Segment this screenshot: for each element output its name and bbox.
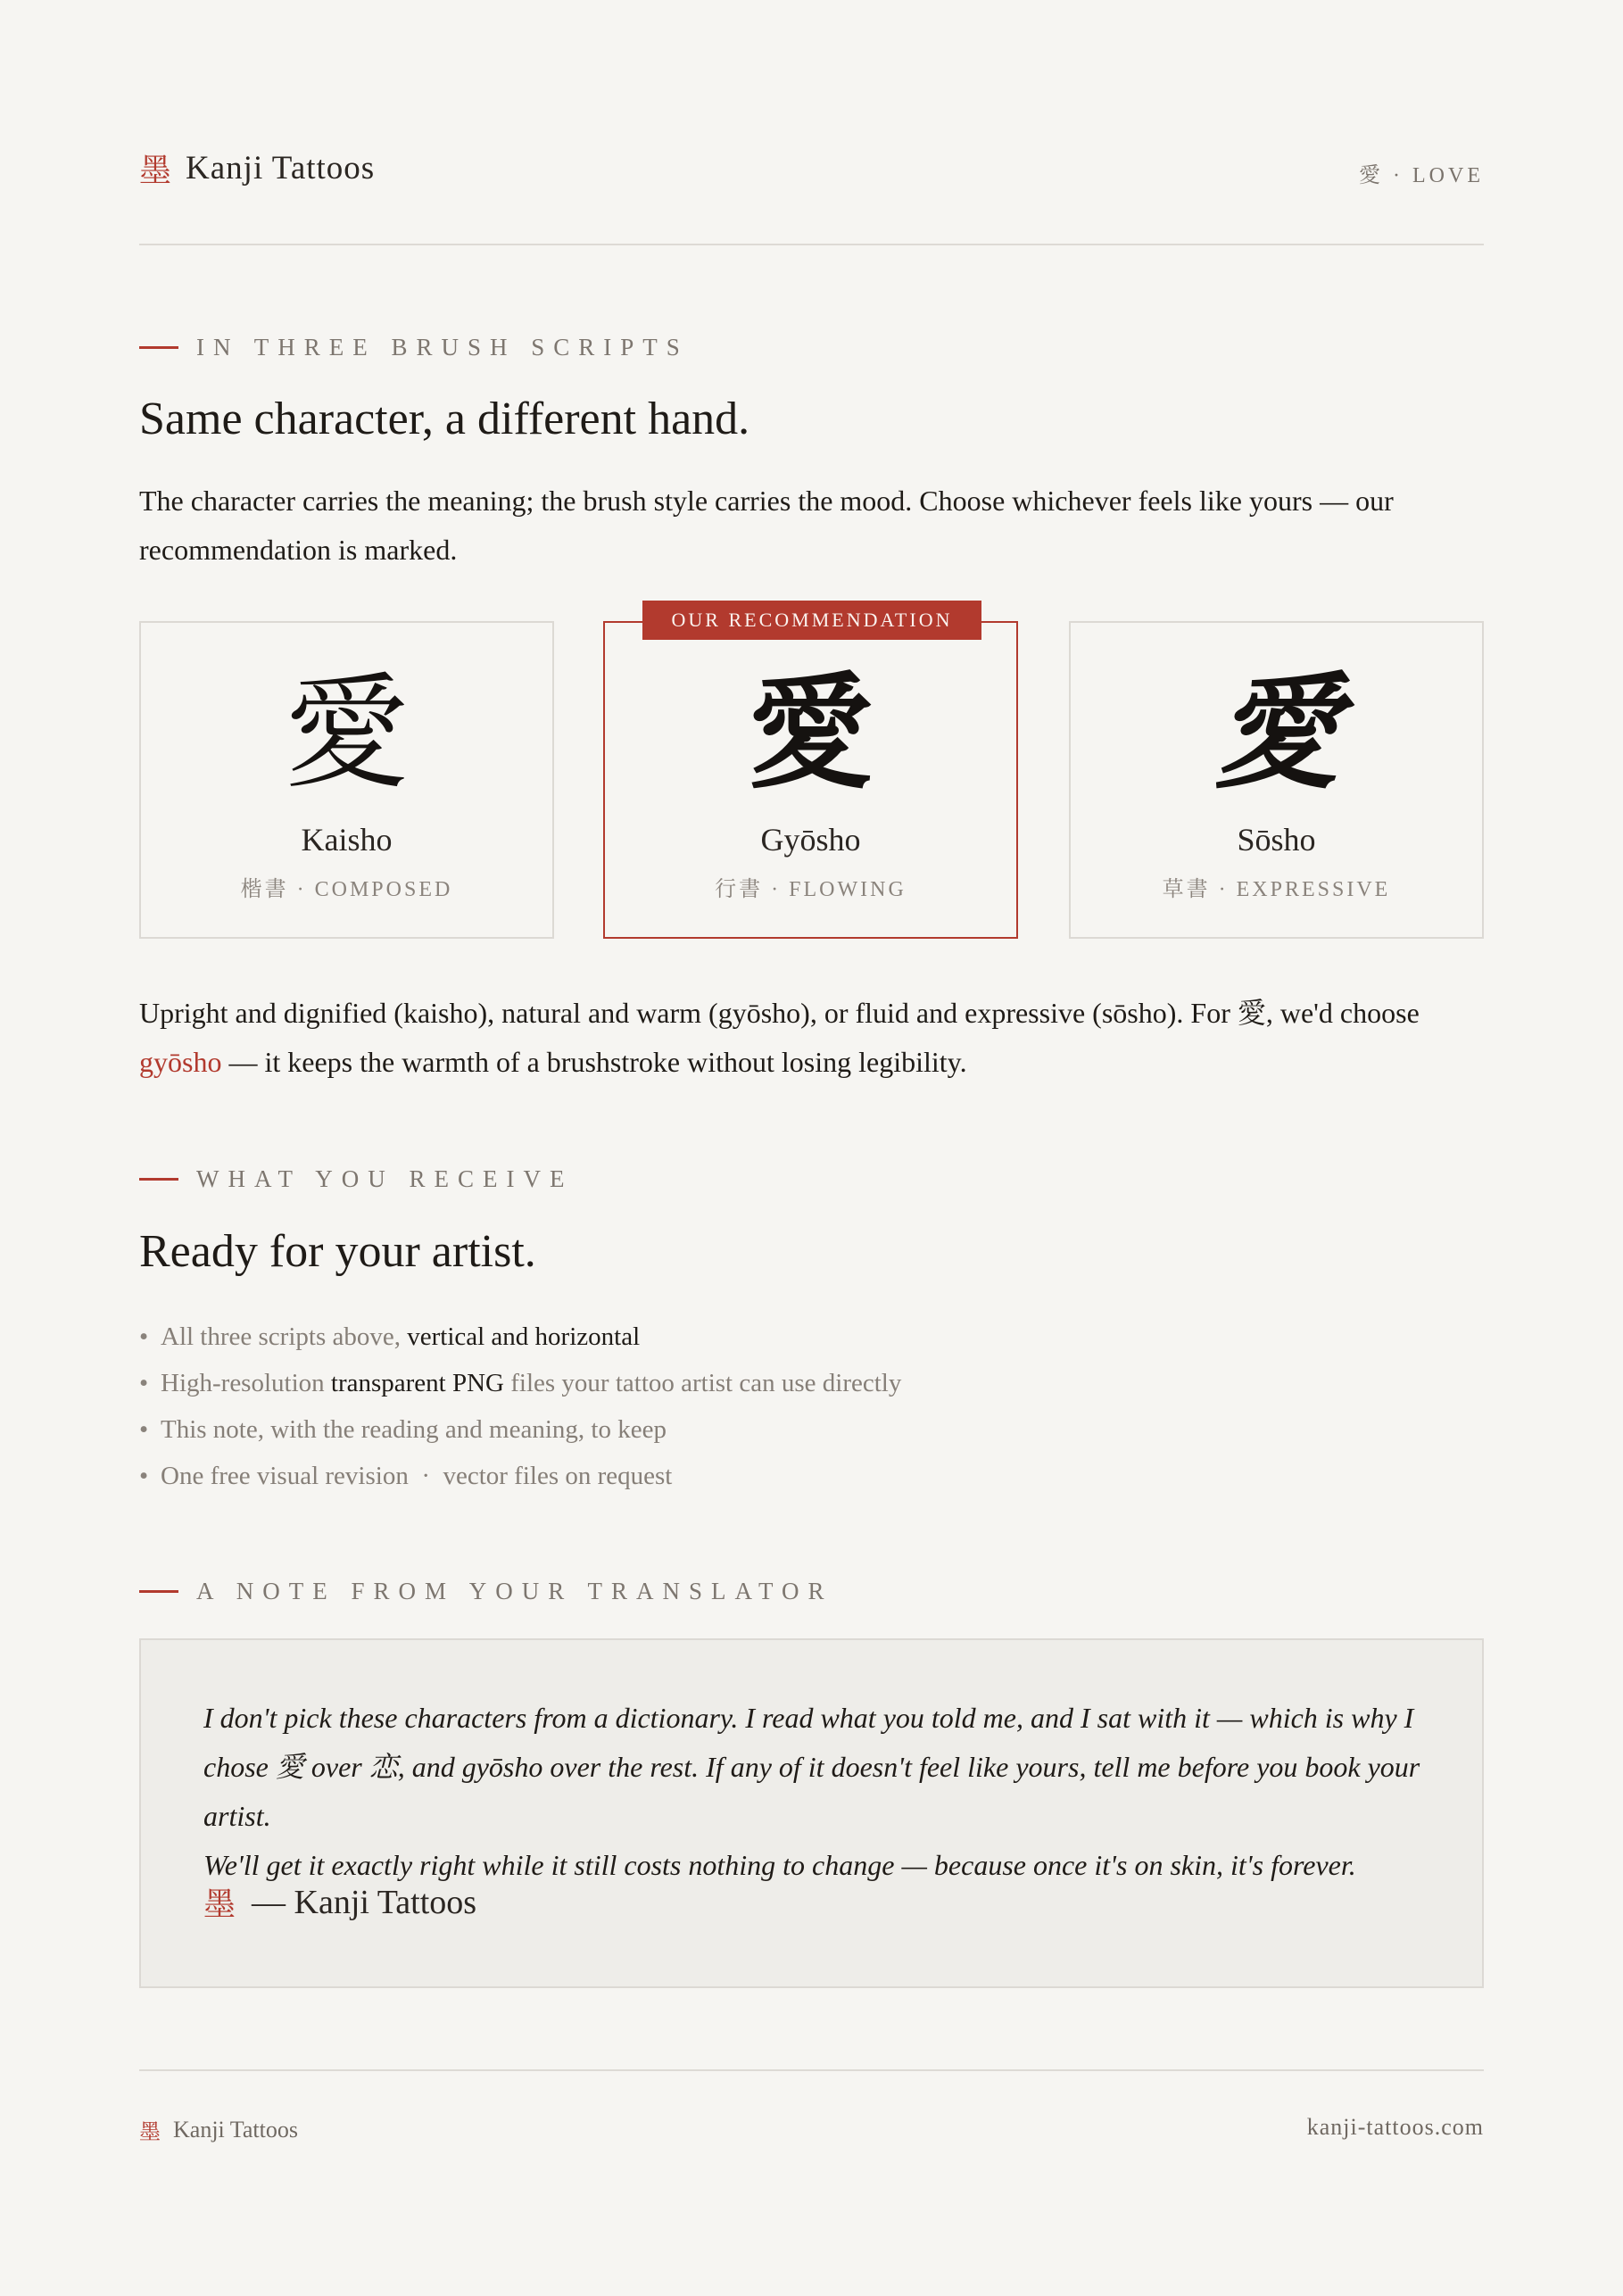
summary-rest: — it keeps the warmth of a brushstroke without losing legibility. [221,1046,967,1078]
page [139,0,1484,2296]
quote-line: We'll get it exactly right while it still costs nothing to change — because once it's on skin, it's forever. [203,1849,1356,1881]
note-signature [203,1879,476,1925]
list-item: • High-resolution transparent PNG files your tattoo artist can use directly [139,1369,902,1397]
header-divider [139,244,1484,245]
list-item: • One free visual revision · vector files on request [139,1462,673,1490]
list-item: • This note, with the reading and meaning, to keep [139,1415,667,1444]
footer-brand[interactable] [139,2114,298,2145]
footer-logo-mark: 墨 [139,2119,161,2144]
quote-line: chose 愛 over 恋, and gyōsho over the rest. If any of it doesn't feel like yours, tell me before you book your artist. [203,1751,1420,1832]
scripts-eyebrow [139,334,689,361]
highlight-gyosho: gyōsho [139,1046,222,1078]
eyebrow-dash [139,1178,178,1181]
script-card-sosho[interactable] [1069,621,1484,939]
scripts-heading: Same character, a different hand. [139,394,750,444]
scripts-intro [139,477,1484,575]
signature-name: — Kanji Tattoos [252,1883,477,1921]
eyebrow-label: A NOTE FROM YOUR TRANSLATOR [196,1578,833,1604]
intro-line: The character carries the meaning; the brush style carries the mood. Choose whichever feels like yours — our [139,485,1394,517]
recommendation-badge: OUR RECOMMENDATION [642,601,981,640]
footer-brand-name: Kanji Tattoos [173,2116,298,2143]
footer-divider [139,2069,1484,2071]
gyosho-glyph: 愛 [748,661,874,807]
kaisho-glyph: 愛 [284,661,410,807]
brand-logo-mark: 墨 [139,153,172,189]
intro-line: recommendation is marked. [139,534,458,566]
note-eyebrow [139,1578,833,1605]
receive-heading: Ready for your artist. [139,1226,536,1277]
header-brand[interactable] [139,145,375,191]
footer-url-link[interactable]: kanji-tattoos.com [1306,2114,1484,2140]
eyebrow-label: WHAT YOU RECEIVE [196,1165,574,1192]
eyebrow-dash [139,1590,178,1593]
card-name: Gyōsho [760,822,861,858]
quote-line: I don't pick these characters from a dictionary. I read what you told me, and I sat with it — which is why I [203,1702,1414,1734]
scripts-summary [139,989,1484,1087]
card-subtitle: 楷書 · COMPOSED [240,878,453,901]
card-name: Sōsho [1237,822,1316,858]
card-subtitle: 行書 · FLOWING [715,878,907,901]
card-subtitle: 草書 · EXPRESSIVE [1162,878,1391,901]
script-card-gyosho[interactable] [603,609,1018,939]
eyebrow-label: IN THREE BRUSH SCRIPTS [196,334,689,361]
translator-note [139,1638,1484,1988]
sosho-glyph: 愛 [1213,661,1339,807]
summary-line [139,1038,1484,1087]
brand-name: Kanji Tattoos [186,150,376,186]
signature-mark: 墨 [203,1886,236,1922]
header-tag: 愛 · LOVE [1359,164,1484,187]
eyebrow-dash [139,346,178,349]
list-item: • All three scripts above, vertical and horizontal [139,1322,641,1351]
card-name: Kaisho [301,822,393,858]
receive-eyebrow [139,1165,573,1193]
script-card-kaisho[interactable] [139,621,554,939]
deliverables-list [139,1314,901,1499]
note-quote [203,1694,1435,1890]
summary-line: Upright and dignified (kaisho), natural and warm (gyōsho), or fluid and expressive (sōsho). For 愛, we'd choose [139,997,1420,1029]
